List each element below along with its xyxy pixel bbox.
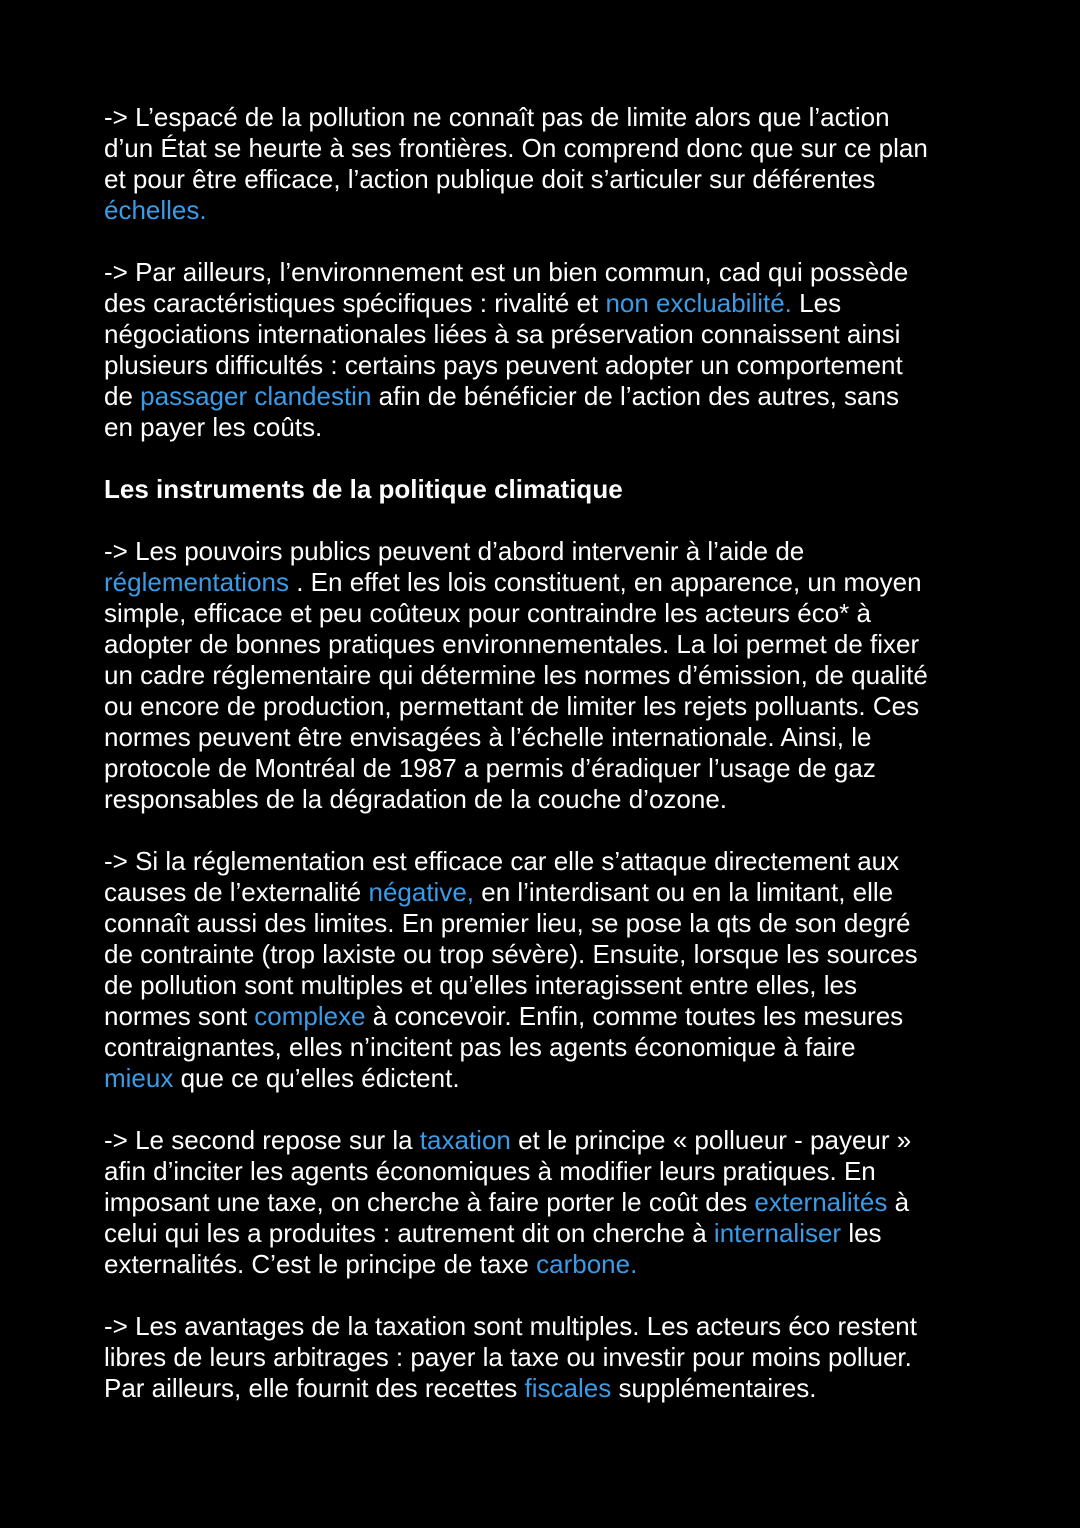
highlighted-term: passager clandestin — [140, 381, 372, 411]
text-segment: en l’interdisant ou en la limitant, elle — [474, 877, 894, 907]
text-line — [104, 970, 1004, 1001]
text-line — [104, 939, 1004, 970]
text-segment: un cadre réglementaire qui détermine les normes d’émission, de qualité — [104, 660, 928, 690]
text-line — [104, 1311, 1004, 1342]
text-line — [104, 1032, 1004, 1063]
text-line — [104, 257, 1004, 288]
text-segment: celui qui les a produites : autrement dit on cherche à — [104, 1218, 714, 1248]
text-line — [104, 1342, 1004, 1373]
text-line — [104, 908, 1004, 939]
highlighted-term: échelles. — [104, 195, 207, 225]
highlighted-term: taxation — [419, 1125, 511, 1155]
text-segment: protocole de Montréal de 1987 a permis d’éradiquer l’usage de gaz — [104, 753, 876, 783]
highlighted-term: non excluabilité. — [605, 288, 792, 318]
text-segment: afin d’inciter les agents économiques à modifier leurs pratiques. En — [104, 1156, 876, 1186]
text-segment: les — [841, 1218, 882, 1248]
text-segment: -> Si la réglementation est efficace car elle s’attaque directement aux — [104, 846, 900, 876]
text-segment: adopter de bonnes pratiques environnementales. La loi permet de fixer — [104, 629, 920, 659]
text-line — [104, 1373, 1004, 1404]
text-line — [104, 350, 1004, 381]
text-line — [104, 1187, 1004, 1218]
document-page — [104, 102, 1004, 1435]
text-segment: Les — [791, 288, 842, 318]
text-line — [104, 164, 1004, 195]
text-segment: normes sont — [104, 1001, 255, 1031]
text-segment: d’un État se heurte à ses frontières. On comprend donc que sur ce plan — [104, 133, 928, 163]
text-line — [104, 629, 1004, 660]
text-line — [104, 412, 1004, 443]
text-segment: externalités. C’est le principe de taxe — [104, 1249, 537, 1279]
text-segment: et le principe « pollueur - payeur » — [510, 1125, 912, 1155]
highlighted-term: réglementations — [104, 567, 289, 597]
text-segment: de pollution sont multiples et qu’elles interagissent entre elles, les — [104, 970, 857, 1000]
text-segment: afin de bénéficier de l’action des autres, sans — [371, 381, 899, 411]
text-segment: imposant une taxe, on cherche à faire porter le coût des — [104, 1187, 755, 1217]
paragraph — [104, 1311, 1004, 1404]
text-line — [104, 474, 1004, 505]
text-segment: et pour être efficace, l’action publique doit s’articuler sur déférentes — [104, 164, 876, 194]
text-line — [104, 536, 1004, 567]
text-segment: -> Le second repose sur la — [104, 1125, 420, 1155]
highlighted-term: carbone. — [536, 1249, 638, 1279]
text-line — [104, 567, 1004, 598]
text-line — [104, 288, 1004, 319]
text-segment: plusieurs difficultés : certains pays peuvent adopter un comportement — [104, 350, 903, 380]
highlighted-term: négative, — [368, 877, 475, 907]
text-segment: que ce qu’elles édictent. — [173, 1063, 460, 1093]
text-line — [104, 753, 1004, 784]
text-segment: ou encore de production, permettant de limiter les rejets polluants. Ces — [104, 691, 920, 721]
text-segment: contraignantes, elles n’incitent pas les agents économique à faire — [104, 1032, 856, 1062]
highlighted-term: mieux — [104, 1063, 174, 1093]
text-segment: à — [887, 1187, 910, 1217]
text-segment: de — [104, 381, 141, 411]
text-line — [104, 1001, 1004, 1032]
text-segment: normes peuvent être envisagées à l’échelle internationale. Ainsi, le — [104, 722, 872, 752]
text-line — [104, 846, 1004, 877]
text-segment: de contrainte (trop laxiste ou trop sévère). Ensuite, lorsque les sources — [104, 939, 918, 969]
text-line — [104, 1218, 1004, 1249]
text-line — [104, 1063, 1004, 1094]
text-line — [104, 381, 1004, 412]
text-segment: connaît aussi des limites. En premier lieu, se pose la qts de son degré — [104, 908, 911, 938]
paragraph — [104, 102, 1004, 226]
text-line — [104, 1249, 1004, 1280]
text-line — [104, 1125, 1004, 1156]
highlighted-term: fiscales — [524, 1373, 612, 1403]
text-line — [104, 133, 1004, 164]
text-line — [104, 784, 1004, 815]
text-segment: Les instruments de la politique climatique — [104, 474, 623, 504]
text-segment: causes de l’externalité — [104, 877, 369, 907]
text-line — [104, 877, 1004, 908]
text-line — [104, 319, 1004, 350]
paragraph — [104, 536, 1004, 815]
text-segment: simple, efficace et peu coûteux pour contraindre les acteurs éco* à — [104, 598, 871, 628]
text-line — [104, 195, 1004, 226]
highlighted-term: internaliser — [713, 1218, 842, 1248]
section-heading — [104, 474, 1004, 505]
text-line — [104, 598, 1004, 629]
text-line — [104, 660, 1004, 691]
highlighted-term: externalités — [754, 1187, 888, 1217]
text-line — [104, 102, 1004, 133]
highlighted-term: complexe — [254, 1001, 366, 1031]
text-line — [104, 691, 1004, 722]
text-segment: à concevoir. Enfin, comme toutes les mesures — [365, 1001, 904, 1031]
text-segment: libres de leurs arbitrages : payer la taxe ou investir pour moins polluer. — [104, 1342, 912, 1372]
text-segment: des caractéristiques spécifiques : rivalité et — [104, 288, 606, 318]
text-line — [104, 1156, 1004, 1187]
text-segment: -> L’espacé de la pollution ne connaît pas de limite alors que l’action — [104, 102, 890, 132]
paragraph — [104, 846, 1004, 1094]
paragraph — [104, 1125, 1004, 1280]
text-segment: -> Les pouvoirs publics peuvent d’abord intervenir à l’aide de — [104, 536, 805, 566]
text-segment: . En effet les lois constituent, en apparence, un moyen — [289, 567, 922, 597]
text-segment: responsables de la dégradation de la couche d’ozone. — [104, 784, 728, 814]
text-line — [104, 722, 1004, 753]
text-segment: négociations internationales liées à sa préservation connaissent ainsi — [104, 319, 901, 349]
text-segment: supplémentaires. — [611, 1373, 817, 1403]
text-segment: Par ailleurs, elle fournit des recettes — [104, 1373, 525, 1403]
text-segment: -> Par ailleurs, l’environnement est un bien commun, cad qui possède — [104, 257, 909, 287]
text-segment: -> Les avantages de la taxation sont multiples. Les acteurs éco restent — [104, 1311, 917, 1341]
paragraph — [104, 257, 1004, 443]
text-segment: en payer les coûts. — [104, 412, 323, 442]
